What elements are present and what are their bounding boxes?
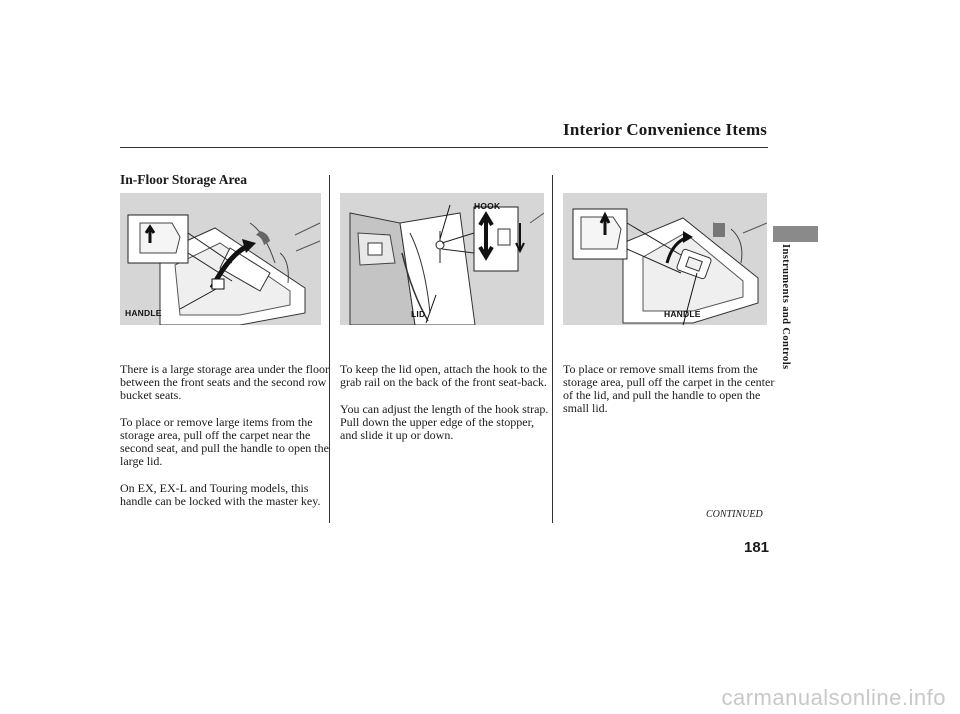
watermark-strip bbox=[0, 683, 960, 714]
paragraph: You can adjust the length of the hook strap. Pull down the upper edge of the stopper, and slide it up or down. bbox=[340, 402, 549, 442]
column-right-text bbox=[563, 363, 777, 429]
page-number: 181 bbox=[744, 539, 770, 556]
column-middle-text bbox=[340, 363, 554, 456]
paragraph: There is a large storage area under the floor between the front seats and the second row bucket seats. bbox=[120, 362, 330, 402]
paragraph: To keep the lid open, attach the hook to the grab rail on the back of the front seat-back. bbox=[340, 362, 548, 389]
continued-label: CONTINUED bbox=[706, 509, 763, 520]
hook-callout: HOOK bbox=[474, 201, 501, 211]
lid-callout: LID bbox=[411, 309, 426, 319]
column-divider bbox=[552, 175, 553, 523]
chapter-tab-label: Instruments and Controls bbox=[780, 244, 791, 370]
header-rule bbox=[120, 147, 768, 148]
watermark-text: carmanualsonline.info bbox=[721, 685, 946, 710]
handle-callout: HANDLE bbox=[664, 309, 701, 319]
section-title: In-Floor Storage Area bbox=[120, 172, 247, 187]
column-left-text bbox=[120, 363, 334, 522]
figure-large-lid-handle bbox=[120, 193, 321, 325]
paragraph: To place or remove small items from the storage area, pull off the carpet in the center of the lid, and pull the handle to open the small lid. bbox=[563, 362, 775, 415]
chapter-tab-marker bbox=[773, 226, 818, 242]
paragraph: To place or remove large items from the storage area, pull off the carpet near the second seat, and pull the handle to open the large lid. bbox=[120, 415, 329, 468]
large-lid-illustration bbox=[120, 193, 321, 325]
figure-small-lid-handle bbox=[563, 193, 767, 325]
handle-callout: HANDLE bbox=[125, 308, 162, 318]
page-title: Interior Convenience Items bbox=[563, 120, 768, 139]
small-lid-illustration bbox=[563, 193, 767, 325]
figure-lid-hook bbox=[340, 193, 544, 325]
paragraph: On EX, EX-L and Touring models, this handle can be locked with the master key. bbox=[120, 481, 321, 508]
hook-illustration bbox=[340, 193, 544, 325]
